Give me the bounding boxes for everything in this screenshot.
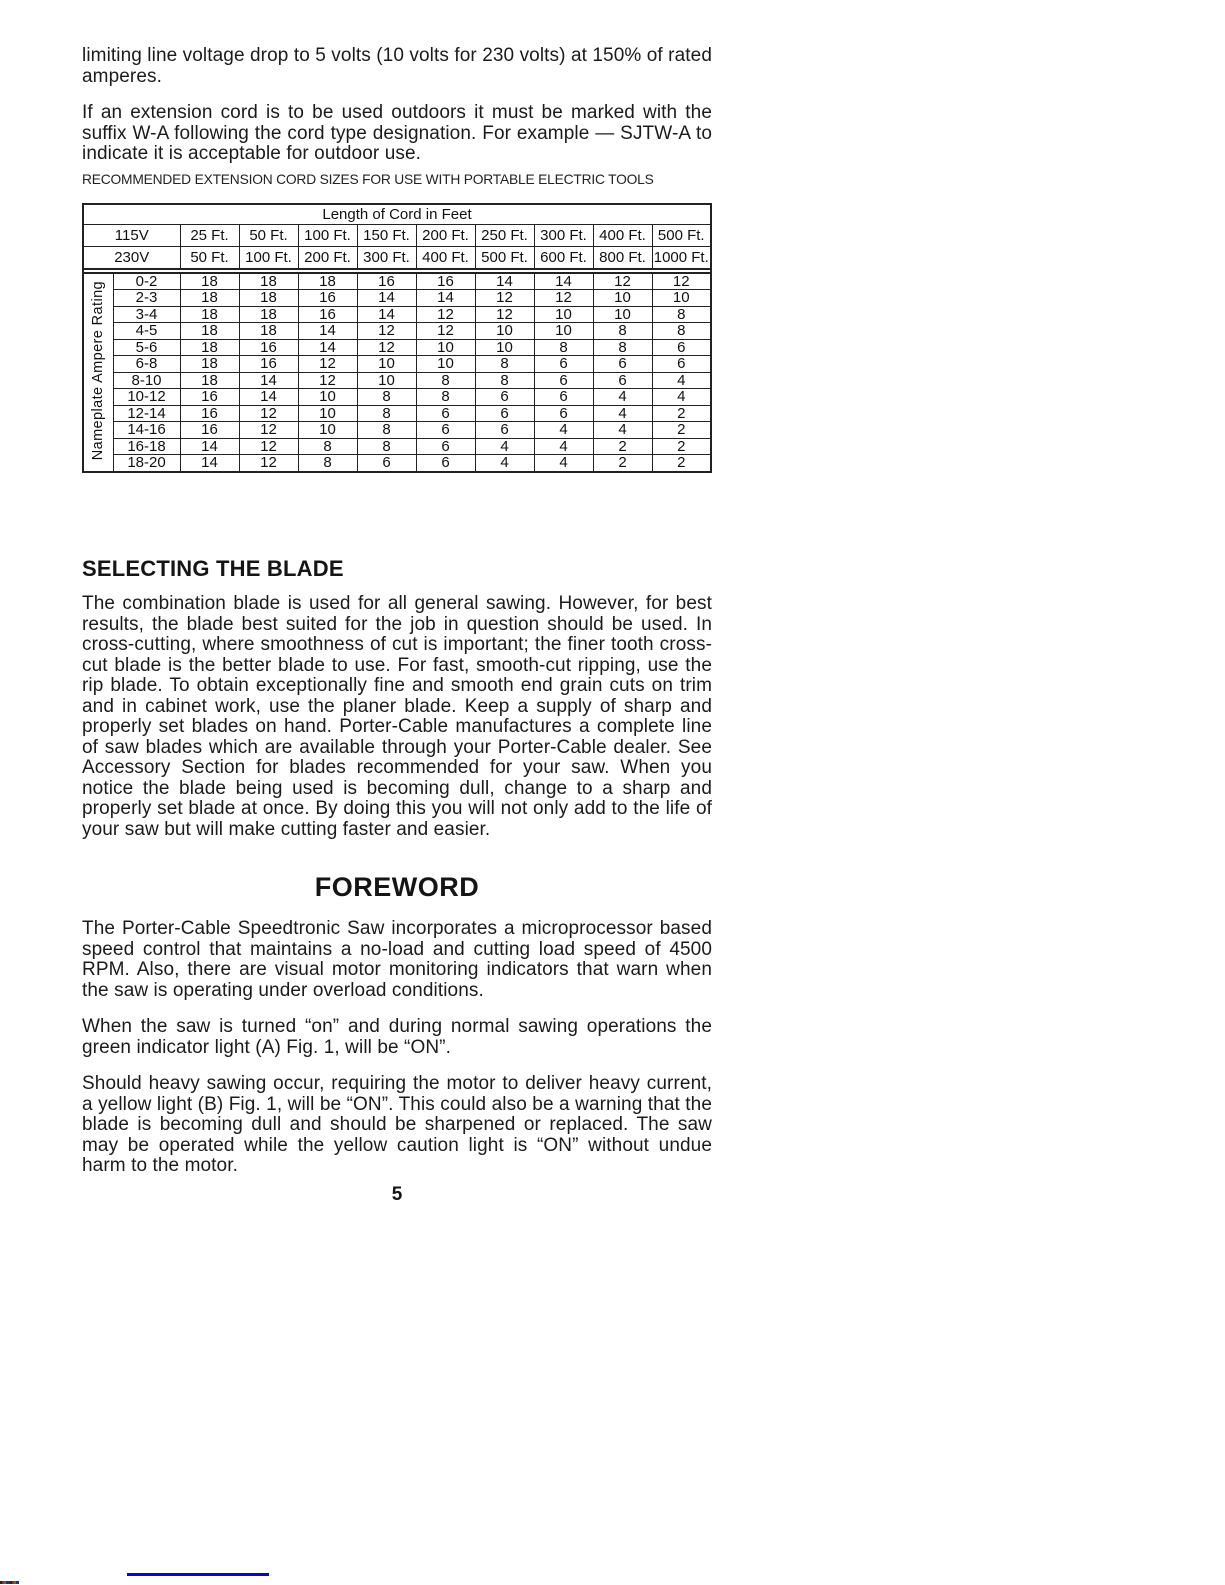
cord-table-caption: RECOMMENDED EXTENSION CORD SIZES FOR USE WITH PORTABLE ELECTRIC TOOLS: [82, 171, 654, 187]
wire-gauge-cell: 16: [298, 290, 357, 307]
wire-gauge-cell: 4: [593, 422, 652, 439]
wire-gauge-cell: 10: [416, 356, 475, 373]
ampere-range-cell: 0-2: [113, 273, 180, 290]
wire-gauge-cell: 8: [475, 372, 534, 389]
wire-gauge-cell: 14: [298, 323, 357, 340]
wire-gauge-cell: 18: [239, 273, 298, 290]
wire-gauge-cell: 12: [534, 290, 593, 307]
ampere-rating-side-cell: [83, 273, 113, 472]
wire-gauge-cell: 4: [534, 438, 593, 455]
wire-gauge-cell: 10: [652, 290, 711, 307]
table-row: [83, 290, 711, 307]
cord-length-cell: 500 Ft.: [652, 224, 711, 246]
voltage-label-cell: 115V: [83, 224, 180, 246]
table-title-cell: Length of Cord in Feet: [83, 204, 711, 225]
wire-gauge-cell: 8: [416, 389, 475, 406]
wire-gauge-cell: 10: [593, 290, 652, 307]
table-row: [83, 389, 711, 406]
table-row: [83, 323, 711, 340]
ampere-range-cell: 12-14: [113, 405, 180, 422]
wire-gauge-cell: 18: [298, 273, 357, 290]
wire-gauge-cell: 8: [534, 339, 593, 356]
wire-gauge-cell: 6: [652, 356, 711, 373]
wire-gauge-cell: 12: [475, 306, 534, 323]
scan-artifact-color-dots: [0, 1581, 19, 1584]
wire-gauge-cell: 12: [416, 323, 475, 340]
foreword-heading: FOREWORD: [314, 872, 480, 902]
wire-gauge-cell: 8: [357, 405, 416, 422]
wire-gauge-cell: 6: [593, 372, 652, 389]
ampere-range-cell: 10-12: [113, 389, 180, 406]
wire-gauge-cell: 6: [475, 405, 534, 422]
ampere-rating-side-label: Nameplate Ampere Rating: [90, 280, 106, 461]
wire-gauge-cell: 2: [593, 438, 652, 455]
wire-gauge-cell: 8: [416, 372, 475, 389]
wire-gauge-cell: 2: [652, 455, 711, 472]
wire-gauge-cell: 6: [593, 356, 652, 373]
wire-gauge-cell: 18: [239, 306, 298, 323]
wire-gauge-cell: 6: [534, 405, 593, 422]
wire-gauge-cell: 14: [239, 389, 298, 406]
ampere-range-cell: 16-18: [113, 438, 180, 455]
wire-gauge-cell: 18: [239, 323, 298, 340]
ampere-range-cell: 14-16: [113, 422, 180, 439]
wire-gauge-cell: 12: [593, 273, 652, 290]
wire-gauge-cell: 8: [298, 438, 357, 455]
wire-gauge-cell: 6: [416, 422, 475, 439]
foreword-paragraph-2: When the saw is turned “on” and during normal sawing operations the green indicator light (A) Fig. 1, will be “ON”.: [82, 1016, 712, 1058]
page-number: 5: [391, 1184, 403, 1205]
table-row: [83, 372, 711, 389]
wire-gauge-cell: 12: [298, 372, 357, 389]
wire-gauge-cell: 18: [180, 290, 239, 307]
scan-artifact-blue-line: [127, 1573, 269, 1576]
wire-gauge-cell: 14: [239, 372, 298, 389]
wire-gauge-cell: 6: [534, 372, 593, 389]
selecting-blade-section: [82, 556, 712, 840]
selecting-blade-heading: SELECTING THE BLADE: [82, 556, 344, 581]
wire-gauge-cell: 12: [416, 306, 475, 323]
top-section: [82, 46, 712, 473]
wire-gauge-cell: 6: [652, 339, 711, 356]
wire-gauge-cell: 14: [416, 290, 475, 307]
wire-gauge-cell: 18: [180, 356, 239, 373]
wire-gauge-cell: 12: [357, 339, 416, 356]
wire-gauge-cell: 10: [298, 389, 357, 406]
wire-gauge-cell: 14: [180, 438, 239, 455]
foreword-section: [82, 872, 712, 1177]
wire-gauge-cell: 2: [593, 455, 652, 472]
ampere-range-cell: 5-6: [113, 339, 180, 356]
table-row: [83, 273, 711, 290]
cord-length-cell: 100 Ft.: [239, 246, 298, 269]
wire-gauge-cell: 4: [593, 405, 652, 422]
wire-gauge-cell: 18: [180, 323, 239, 340]
wire-gauge-cell: 14: [534, 273, 593, 290]
wire-gauge-cell: 8: [593, 323, 652, 340]
wire-gauge-cell: 10: [357, 356, 416, 373]
wire-gauge-cell: 8: [357, 422, 416, 439]
wire-gauge-cell: 10: [416, 339, 475, 356]
wire-gauge-cell: 2: [652, 405, 711, 422]
cord-length-cell: 25 Ft.: [180, 224, 239, 246]
wire-gauge-cell: 16: [357, 273, 416, 290]
wire-gauge-cell: 4: [534, 455, 593, 472]
table-row: [83, 422, 711, 439]
cord-length-cell: 1000 Ft.: [652, 246, 711, 269]
wire-gauge-cell: 6: [357, 455, 416, 472]
wire-gauge-cell: 12: [239, 422, 298, 439]
wire-gauge-cell: 10: [298, 405, 357, 422]
cord-length-cell: 250 Ft.: [475, 224, 534, 246]
wire-gauge-cell: 12: [239, 405, 298, 422]
wire-gauge-cell: 10: [534, 306, 593, 323]
wire-gauge-cell: 8: [357, 389, 416, 406]
cord-length-cell: 50 Ft.: [239, 224, 298, 246]
wire-gauge-cell: 4: [475, 438, 534, 455]
intro-paragraph-2: If an extension cord is to be used outdoors it must be marked with the suffix W-A following the cord type designation. For example — SJTW-A to indicate it is acceptable for outdoor use.: [82, 102, 712, 164]
ampere-range-cell: 3-4: [113, 306, 180, 323]
ampere-range-cell: 4-5: [113, 323, 180, 340]
wire-gauge-cell: 16: [180, 405, 239, 422]
wire-gauge-cell: 6: [416, 405, 475, 422]
wire-gauge-cell: 10: [475, 339, 534, 356]
wire-gauge-cell: 8: [652, 323, 711, 340]
wire-gauge-cell: 4: [475, 455, 534, 472]
wire-gauge-cell: 18: [180, 306, 239, 323]
table-row: [83, 405, 711, 422]
wire-gauge-cell: 12: [239, 455, 298, 472]
wire-gauge-cell: 16: [416, 273, 475, 290]
cord-length-cell: 600 Ft.: [534, 246, 593, 269]
wire-gauge-cell: 12: [357, 323, 416, 340]
wire-gauge-cell: 16: [180, 389, 239, 406]
wire-gauge-cell: 6: [534, 389, 593, 406]
wire-gauge-cell: 6: [534, 356, 593, 373]
table-row: [83, 356, 711, 373]
ampere-range-cell: 8-10: [113, 372, 180, 389]
wire-gauge-cell: 6: [416, 438, 475, 455]
wire-gauge-cell: 10: [298, 422, 357, 439]
wire-gauge-cell: 10: [357, 372, 416, 389]
wire-gauge-cell: 8: [593, 339, 652, 356]
wire-gauge-cell: 18: [180, 372, 239, 389]
intro-paragraph-1: limiting line voltage drop to 5 volts (10 volts for 230 volts) at 150% of rated amperes.: [82, 45, 712, 87]
cord-length-cell: 400 Ft.: [593, 224, 652, 246]
wire-gauge-cell: 8: [357, 438, 416, 455]
cord-length-cell: 100 Ft.: [298, 224, 357, 246]
voltage-row: [83, 246, 711, 269]
table-row: [83, 339, 711, 356]
wire-gauge-cell: 6: [416, 455, 475, 472]
wire-gauge-cell: 16: [239, 339, 298, 356]
wire-gauge-cell: 10: [534, 323, 593, 340]
foreword-paragraph-3: Should heavy sawing occur, requiring the motor to deliver heavy current, a yellow light (B) Fig. 1, will be “ON”. This could also be a warning that the blade is becoming dull and should be sharpened or replaced. The saw may be operated while the yellow caution light is “ON” without undue harm to the motor.: [82, 1073, 712, 1176]
wire-gauge-cell: 2: [652, 438, 711, 455]
table-row: [83, 438, 711, 455]
extension-cord-size-table: [82, 203, 712, 473]
wire-gauge-cell: 10: [593, 306, 652, 323]
table-row: [83, 306, 711, 323]
ampere-range-cell: 18-20: [113, 455, 180, 472]
wire-gauge-cell: 4: [652, 389, 711, 406]
wire-gauge-cell: 18: [180, 339, 239, 356]
ampere-range-cell: 2-3: [113, 290, 180, 307]
wire-gauge-cell: 10: [475, 323, 534, 340]
wire-gauge-cell: 18: [180, 273, 239, 290]
wire-gauge-cell: 14: [357, 290, 416, 307]
wire-gauge-cell: 14: [357, 306, 416, 323]
wire-gauge-cell: 18: [239, 290, 298, 307]
table-title-row: [83, 204, 711, 225]
ampere-range-cell: 6-8: [113, 356, 180, 373]
wire-gauge-cell: 12: [652, 273, 711, 290]
cord-length-cell: 400 Ft.: [416, 246, 475, 269]
cord-length-cell: 150 Ft.: [357, 224, 416, 246]
wire-gauge-cell: 16: [239, 356, 298, 373]
cord-length-cell: 500 Ft.: [475, 246, 534, 269]
wire-gauge-cell: 14: [475, 273, 534, 290]
wire-gauge-cell: 12: [239, 438, 298, 455]
wire-gauge-cell: 8: [652, 306, 711, 323]
voltage-label-cell: 230V: [83, 246, 180, 269]
cord-length-cell: 300 Ft.: [357, 246, 416, 269]
wire-gauge-cell: 12: [475, 290, 534, 307]
cord-length-cell: 800 Ft.: [593, 246, 652, 269]
wire-gauge-cell: 12: [298, 356, 357, 373]
wire-gauge-cell: 14: [180, 455, 239, 472]
cord-length-cell: 300 Ft.: [534, 224, 593, 246]
cord-length-cell: 200 Ft.: [416, 224, 475, 246]
voltage-row: [83, 224, 711, 246]
wire-gauge-cell: 14: [298, 339, 357, 356]
cord-length-cell: 50 Ft.: [180, 246, 239, 269]
wire-gauge-cell: 4: [534, 422, 593, 439]
wire-gauge-cell: 2: [652, 422, 711, 439]
wire-gauge-cell: 8: [298, 455, 357, 472]
cord-length-cell: 200 Ft.: [298, 246, 357, 269]
foreword-paragraph-1: The Porter-Cable Speedtronic Saw incorporates a microprocessor based speed control that maintains a no-load and cutting load speed of 4500 RPM. Also, there are visual motor monitoring indicators that warn when the saw is operating under overload conditions.: [82, 918, 712, 1001]
wire-gauge-cell: 6: [475, 389, 534, 406]
wire-gauge-cell: 16: [180, 422, 239, 439]
table-row: [83, 455, 711, 472]
wire-gauge-cell: 8: [475, 356, 534, 373]
selecting-blade-paragraph: The combination blade is used for all general sawing. However, for best results, the blade best suited for the job in question should be used. In cross-cutting, where smoothness of cut is important; the finer tooth cross-cut blade is the better blade to use. For fast, smooth-cut ripping, use the rip blade. To obtain exceptionally fine and smooth end grain cuts on trim and in cabinet work, use the planer blade. Keep a supply of sharp and properly set blades on hand. Porter-Cable manufactures a complete line of saw blades which are available through your Porter-Cable dealer. See Accessory Section for blades recommended for your saw. When you notice the blade being used is becoming dull, change to a sharp and properly set blade at once. By doing this you will not only add to the life of your saw but will make cutting faster and easier.: [82, 593, 712, 840]
wire-gauge-cell: 4: [652, 372, 711, 389]
wire-gauge-cell: 16: [298, 306, 357, 323]
wire-gauge-cell: 6: [475, 422, 534, 439]
wire-gauge-cell: 4: [593, 389, 652, 406]
